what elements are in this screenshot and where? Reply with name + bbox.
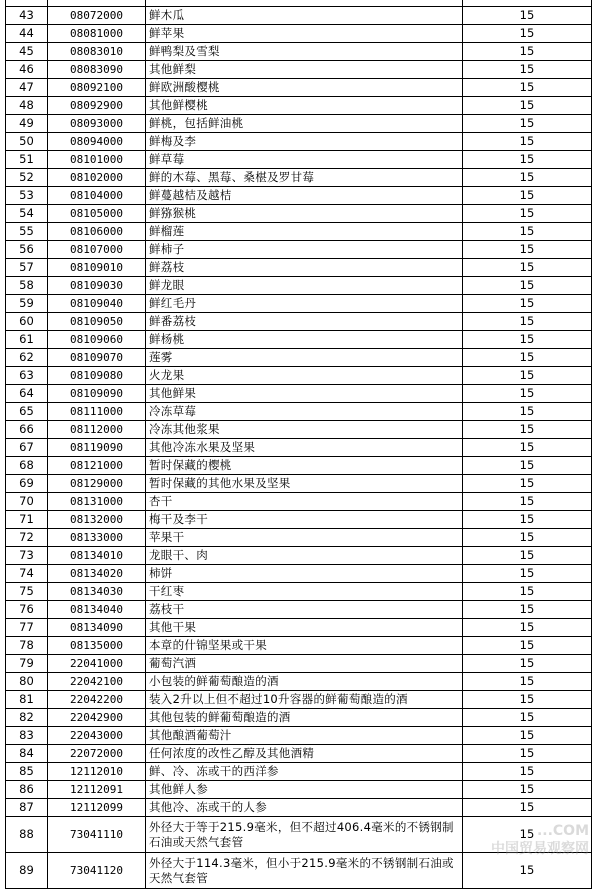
commodity-name-cell: 鲜木瓜 — [146, 7, 463, 25]
commodity-code-cell: 08135000 — [48, 637, 146, 655]
row-number-cell: 54 — [6, 205, 48, 223]
commodity-code-cell: 08092100 — [48, 79, 146, 97]
commodity-name-cell: 鲜榴莲 — [146, 223, 463, 241]
commodity-name-cell: 鲜苹果 — [146, 25, 463, 43]
commodity-name-cell: 干红枣 — [146, 583, 463, 601]
tariff-rate-cell: 15 — [463, 439, 592, 457]
commodity-code-cell: 08081000 — [48, 25, 146, 43]
table-row — [6, 691, 592, 709]
commodity-name-cell: 其他鲜樱桃 — [146, 97, 463, 115]
tariff-rate-cell: 15 — [463, 619, 592, 637]
row-number-cell: 77 — [6, 619, 48, 637]
row-number-cell: 85 — [6, 763, 48, 781]
tariff-rate-cell: 15 — [463, 475, 592, 493]
commodity-name-cell: 其他冷冻水果及坚果 — [146, 439, 463, 457]
row-number-cell: 51 — [6, 151, 48, 169]
table-row — [6, 799, 592, 817]
tariff-rate-cell: 15 — [463, 547, 592, 565]
commodity-code-cell: 08109060 — [48, 331, 146, 349]
table-row — [6, 25, 592, 43]
tariff-rate-cell: 15 — [463, 169, 592, 187]
row-number-cell: 76 — [6, 601, 48, 619]
tariff-rate-cell: 15 — [463, 7, 592, 25]
row-number-cell: 82 — [6, 709, 48, 727]
tariff-rate-cell: 15 — [463, 115, 592, 133]
row-number-cell: 69 — [6, 475, 48, 493]
tariff-rate-cell: 15 — [463, 25, 592, 43]
commodity-name-cell: 火龙果 — [146, 367, 463, 385]
commodity-name-cell: 鲜番荔枝 — [146, 313, 463, 331]
table-row — [6, 439, 592, 457]
tariff-rate-cell: 15 — [463, 493, 592, 511]
commodity-code-cell: 08112000 — [48, 421, 146, 439]
commodity-code-cell: 08109090 — [48, 385, 146, 403]
row-number-cell: 65 — [6, 403, 48, 421]
tariff-rate-cell: 15 — [463, 799, 592, 817]
table-row — [6, 457, 592, 475]
table-row — [6, 529, 592, 547]
commodity-name-cell: 鲜蔓越桔及越桔 — [146, 187, 463, 205]
table-row — [6, 97, 592, 115]
row-number-cell: 45 — [6, 43, 48, 61]
commodity-code-cell: 08134010 — [48, 547, 146, 565]
commodity-code-cell: 08072000 — [48, 7, 146, 25]
table-row — [6, 61, 592, 79]
row-number-cell: 46 — [6, 61, 48, 79]
commodity-code-cell: 08109070 — [48, 349, 146, 367]
commodity-name-cell: 其他鲜果 — [146, 385, 463, 403]
row-number-cell: 67 — [6, 439, 48, 457]
table-row — [6, 511, 592, 529]
table-row — [6, 781, 592, 799]
commodity-code-cell: 22042900 — [48, 709, 146, 727]
commodity-name-cell: 其他酿酒葡萄汁 — [146, 727, 463, 745]
commodity-name-cell: 荔枝干 — [146, 601, 463, 619]
row-number-cell: 48 — [6, 97, 48, 115]
tariff-rate-cell: 15 — [463, 61, 592, 79]
tariff-rate-cell: 15 — [463, 781, 592, 799]
tariff-rate-cell: 15 — [463, 601, 592, 619]
commodity-code-cell: 22042200 — [48, 691, 146, 709]
commodity-name-cell: 鲜红毛丹 — [146, 295, 463, 313]
tariff-rate-cell: 15 — [463, 709, 592, 727]
commodity-name-cell: 鲜桃，包括鲜油桃 — [146, 115, 463, 133]
row-number-cell: 62 — [6, 349, 48, 367]
table-row — [6, 349, 592, 367]
watermark-line1: ...COM — [536, 823, 589, 839]
commodity-name-cell: 其他干果 — [146, 619, 463, 637]
commodity-name-cell: 外径大于等于215.9毫米，但不超过406.4毫米的不锈钢制石油或天然气套管 — [146, 817, 463, 853]
tariff-rate-cell: 15 — [463, 745, 592, 763]
commodity-code-cell: 22043000 — [48, 727, 146, 745]
commodity-name-cell: 鲜欧洲酸樱桃 — [146, 79, 463, 97]
tariff-rate-cell: 15 — [463, 43, 592, 61]
tariff-rate-cell: 15 — [463, 151, 592, 169]
commodity-code-cell: 08109080 — [48, 367, 146, 385]
row-number-cell: 78 — [6, 637, 48, 655]
commodity-name-cell: 鲜荔枝 — [146, 259, 463, 277]
row-number-cell: 89 — [6, 853, 48, 889]
commodity-code-cell: 12112010 — [48, 763, 146, 781]
table-row — [6, 583, 592, 601]
commodity-code-cell: 08083090 — [48, 61, 146, 79]
row-number-cell: 64 — [6, 385, 48, 403]
commodity-name-cell: 其他冷、冻或干的人参 — [146, 799, 463, 817]
row-number-cell: 74 — [6, 565, 48, 583]
tariff-rate-cell: 15 — [463, 583, 592, 601]
table-row — [6, 673, 592, 691]
commodity-name-cell: 鲜杨桃 — [146, 331, 463, 349]
table-row — [6, 169, 592, 187]
row-number-cell: 53 — [6, 187, 48, 205]
row-number-cell: 43 — [6, 7, 48, 25]
tariff-rate-cell: 15 — [463, 295, 592, 313]
row-number-cell: 63 — [6, 367, 48, 385]
table-row — [6, 151, 592, 169]
table-row — [6, 295, 592, 313]
table-row — [6, 277, 592, 295]
row-number-cell: 56 — [6, 241, 48, 259]
tariff-rate-cell: 15 — [463, 349, 592, 367]
commodity-code-cell: 08134020 — [48, 565, 146, 583]
table-row — [6, 763, 592, 781]
tariff-rate-cell: 15 — [463, 457, 592, 475]
commodity-code-cell: 08131000 — [48, 493, 146, 511]
tariff-rate-cell: 15 — [463, 763, 592, 781]
watermark-logo — [491, 822, 589, 858]
commodity-name-cell: 鲜、冷、冻或干的西洋参 — [146, 763, 463, 781]
table-row — [6, 655, 592, 673]
table-row — [6, 43, 592, 61]
commodity-name-cell: 葡萄汽酒 — [146, 655, 463, 673]
commodity-code-cell: 22042100 — [48, 673, 146, 691]
commodity-code-cell: 08106000 — [48, 223, 146, 241]
row-number-cell: 71 — [6, 511, 48, 529]
commodity-code-cell: 08109030 — [48, 277, 146, 295]
commodity-code-cell: 73041110 — [48, 817, 146, 853]
tariff-rate-cell: 15 — [463, 655, 592, 673]
table-row — [6, 133, 592, 151]
tariff-table-body — [6, 0, 592, 889]
commodity-code-cell: 08109050 — [48, 313, 146, 331]
commodity-name-cell: 莲雾 — [146, 349, 463, 367]
tariff-rate-cell: 15 — [463, 97, 592, 115]
tariff-rate-cell: 15 — [463, 385, 592, 403]
commodity-code-cell: 12112099 — [48, 799, 146, 817]
commodity-name-cell: 其他包装的鲜葡萄酿造的酒 — [146, 709, 463, 727]
tariff-rate-cell: 15 — [463, 205, 592, 223]
commodity-code-cell: 08132000 — [48, 511, 146, 529]
commodity-code-cell: 08109010 — [48, 259, 146, 277]
commodity-name-cell: 苹果干 — [146, 529, 463, 547]
table-row — [6, 367, 592, 385]
row-number-cell: 66 — [6, 421, 48, 439]
commodity-code-cell: 08134030 — [48, 583, 146, 601]
tariff-rate-cell: 15 — [463, 403, 592, 421]
table-row — [6, 727, 592, 745]
table-row — [6, 601, 592, 619]
commodity-name-cell: 小包装的鲜葡萄酿造的酒 — [146, 673, 463, 691]
commodity-code-cell: 08134090 — [48, 619, 146, 637]
row-number-cell: 73 — [6, 547, 48, 565]
commodity-name-cell: 鲜柿子 — [146, 241, 463, 259]
row-number-cell: 72 — [6, 529, 48, 547]
tariff-rate-cell: 15 — [463, 223, 592, 241]
commodity-code-cell: 08121000 — [48, 457, 146, 475]
tariff-rate-cell: 15 — [463, 421, 592, 439]
tariff-rate-cell: 15 — [463, 133, 592, 151]
table-row — [6, 421, 592, 439]
tariff-rate-cell: 15 — [463, 367, 592, 385]
tariff-rate-cell: 15 — [463, 727, 592, 745]
tariff-rate-cell: 15 — [463, 853, 592, 889]
row-number-cell: 58 — [6, 277, 48, 295]
commodity-code-cell: 08092900 — [48, 97, 146, 115]
table-row — [6, 745, 592, 763]
commodity-name-cell: 本章的什锦坚果或干果 — [146, 637, 463, 655]
tariff-rate-cell: 15 — [463, 241, 592, 259]
tariff-rate-cell: 15 — [463, 187, 592, 205]
tariff-table — [5, 0, 592, 889]
row-number-cell: 60 — [6, 313, 48, 331]
table-row — [6, 637, 592, 655]
table-row — [6, 709, 592, 727]
row-number-cell: 81 — [6, 691, 48, 709]
commodity-code-cell: 08093000 — [48, 115, 146, 133]
row-number-cell: 47 — [6, 79, 48, 97]
commodity-name-cell: 其他鲜人参 — [146, 781, 463, 799]
table-row — [6, 385, 592, 403]
row-number-cell: 70 — [6, 493, 48, 511]
commodity-name-cell: 鲜草莓 — [146, 151, 463, 169]
commodity-name-cell: 冷冻草莓 — [146, 403, 463, 421]
table-row — [6, 241, 592, 259]
commodity-code-cell: 22041000 — [48, 655, 146, 673]
row-number-cell: 44 — [6, 25, 48, 43]
tariff-rate-cell: 15 — [463, 529, 592, 547]
commodity-name-cell: 其他鲜梨 — [146, 61, 463, 79]
commodity-code-cell: 08102000 — [48, 169, 146, 187]
tariff-rate-cell: 15 — [463, 259, 592, 277]
row-number-cell: 75 — [6, 583, 48, 601]
row-number-cell: 80 — [6, 673, 48, 691]
commodity-code-cell: 08134040 — [48, 601, 146, 619]
commodity-code-cell: 08129000 — [48, 475, 146, 493]
table-row — [6, 331, 592, 349]
commodity-name-cell: 鲜龙眼 — [146, 277, 463, 295]
commodity-name-cell: 任何浓度的改性乙醇及其他酒精 — [146, 745, 463, 763]
commodity-name-cell: 龙眼干、肉 — [146, 547, 463, 565]
tariff-rate-cell: 15 — [463, 637, 592, 655]
commodity-code-cell: 08105000 — [48, 205, 146, 223]
commodity-name-cell: 鲜猕猴桃 — [146, 205, 463, 223]
watermark-line2: 中国贸易观察网 — [491, 841, 589, 857]
commodity-code-cell: 08083010 — [48, 43, 146, 61]
tariff-rate-cell: 15 — [463, 565, 592, 583]
commodity-name-cell: 鲜的木莓、黑莓、桑椹及罗甘莓 — [146, 169, 463, 187]
commodity-code-cell: 08101000 — [48, 151, 146, 169]
row-number-cell: 83 — [6, 727, 48, 745]
tariff-rate-cell: 15 — [463, 79, 592, 97]
commodity-code-cell: 08107000 — [48, 241, 146, 259]
commodity-name-cell: 鲜梅及李 — [146, 133, 463, 151]
commodity-name-cell: 装入2升以上但不超过10升容器的鲜葡萄酿造的酒 — [146, 691, 463, 709]
row-number-cell: 49 — [6, 115, 48, 133]
commodity-code-cell: 12112091 — [48, 781, 146, 799]
row-number-cell: 57 — [6, 259, 48, 277]
tariff-rate-cell: 15 — [463, 313, 592, 331]
commodity-name-cell: 柿饼 — [146, 565, 463, 583]
row-number-cell: 55 — [6, 223, 48, 241]
table-row — [6, 475, 592, 493]
tariff-rate-cell: 15 — [463, 817, 592, 853]
commodity-code-cell: 08104000 — [48, 187, 146, 205]
table-row — [6, 187, 592, 205]
table-row — [6, 565, 592, 583]
table-row — [6, 313, 592, 331]
row-number-cell: 52 — [6, 169, 48, 187]
row-number-cell: 88 — [6, 817, 48, 853]
table-row — [6, 7, 592, 25]
row-number-cell: 68 — [6, 457, 48, 475]
commodity-name-cell: 暂时保藏的其他水果及坚果 — [146, 475, 463, 493]
tariff-rate-cell: 15 — [463, 511, 592, 529]
table-row — [6, 493, 592, 511]
commodity-name-cell: 暂时保藏的樱桃 — [146, 457, 463, 475]
commodity-code-cell: 73041120 — [48, 853, 146, 889]
commodity-code-cell: 08111000 — [48, 403, 146, 421]
row-number-cell: 86 — [6, 781, 48, 799]
commodity-name-cell: 外径大于114.3毫米，但小于215.9毫米的不锈钢制石油或天然气套管 — [146, 853, 463, 889]
commodity-name-cell: 冷冻其他浆果 — [146, 421, 463, 439]
row-number-cell: 59 — [6, 295, 48, 313]
table-row — [6, 259, 592, 277]
commodity-code-cell: 22072000 — [48, 745, 146, 763]
tariff-rate-cell: 15 — [463, 673, 592, 691]
table-row — [6, 547, 592, 565]
commodity-code-cell: 08094000 — [48, 133, 146, 151]
commodity-code-cell: 08109040 — [48, 295, 146, 313]
commodity-name-cell: 鲜鸭梨及雪梨 — [146, 43, 463, 61]
row-number-cell: 61 — [6, 331, 48, 349]
row-number-cell: 50 — [6, 133, 48, 151]
row-number-cell: 79 — [6, 655, 48, 673]
table-row — [6, 403, 592, 421]
table-row — [6, 115, 592, 133]
row-number-cell: 84 — [6, 745, 48, 763]
row-number-cell: 87 — [6, 799, 48, 817]
table-row — [6, 205, 592, 223]
tariff-rate-cell: 15 — [463, 331, 592, 349]
table-row — [6, 619, 592, 637]
table-row — [6, 223, 592, 241]
tariff-rate-cell: 15 — [463, 691, 592, 709]
tariff-rate-cell: 15 — [463, 277, 592, 295]
commodity-name-cell: 梅干及李干 — [146, 511, 463, 529]
commodity-name-cell: 杏干 — [146, 493, 463, 511]
table-row — [6, 79, 592, 97]
commodity-code-cell: 08133000 — [48, 529, 146, 547]
commodity-code-cell: 08119090 — [48, 439, 146, 457]
